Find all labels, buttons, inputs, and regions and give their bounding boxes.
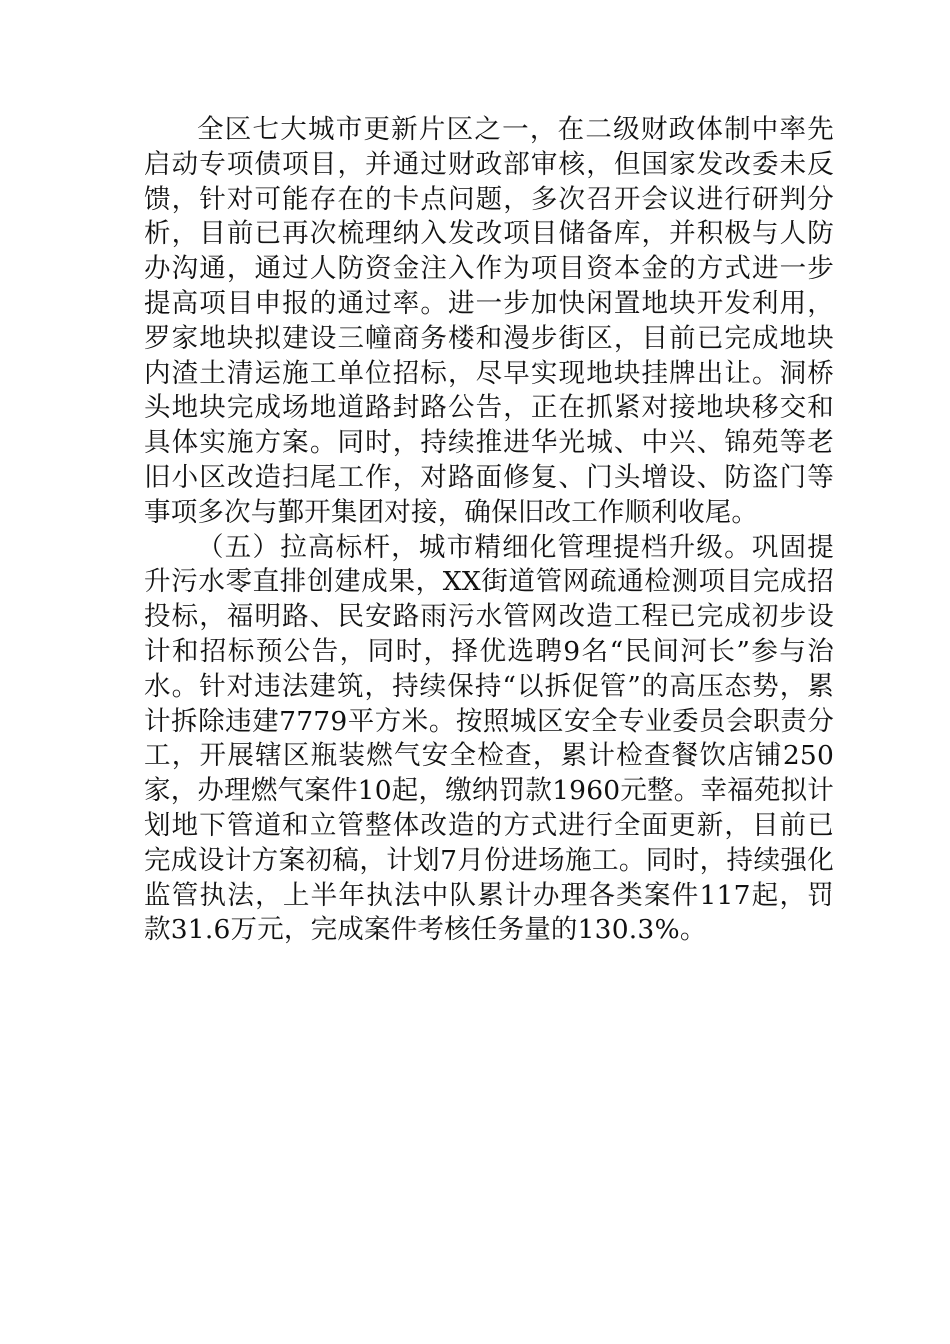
paragraph-city-management: （五）拉高标杆，城市精细化管理提档升级。巩固提升污水零直排创建成果，XX街道管网疏通检测项目完成招投标，福明路、民安路雨污水管网改造工程已完成初步设计和招标预公告，同时，择优选聘9名“民间河长”参与治水。针对违法建筑，持续保持“以拆促管”的高压态势，累计拆除违建7779平方米。按照城区安全专业委员会职责分工，开展辖区瓶装燃气安全检查，累计检查餐饮店铺250家，办理燃气案件10起，缴纳罚款1960元整。幸福苑拟计划地下管道和立管整体改造的方式进行全面更新，目前已完成设计方案初稿，计划7月份进场施工。同时，持续强化监管执法，上半年执法中队累计办理各类案件117起，罚款31.6万元，完成案件考核任务量的130.3%。 [144,531,834,946]
document-body [144,113,834,948]
paragraph-urban-renewal: 全区七大城市更新片区之一，在二级财政体制中率先启动专项债项目，并通过财政部审核，但国家发改委未反馈，针对可能存在的卡点问题，多次召开会议进行研判分析，目前已再次梳理纳入发改项目储备库，并积极与人防办沟通，通过人防资金注入作为项目资本金的方式进一步提高项目申报的通过率。进一步加快闲置地块开发利用，罗家地块拟建设三幢商务楼和漫步街区，目前已完成地块内渣土清运施工单位招标，尽早实现地块挂牌出让。洞桥头地块完成场地道路封路公告，正在抓紧对接地块移交和具体实施方案。同时，持续推进华光城、中兴、锦苑等老旧小区改造扫尾工作，对路面修复、门头增设、防盗门等事项多次与鄞开集团对接，确保旧改工作顺利收尾。 [144,114,834,528]
